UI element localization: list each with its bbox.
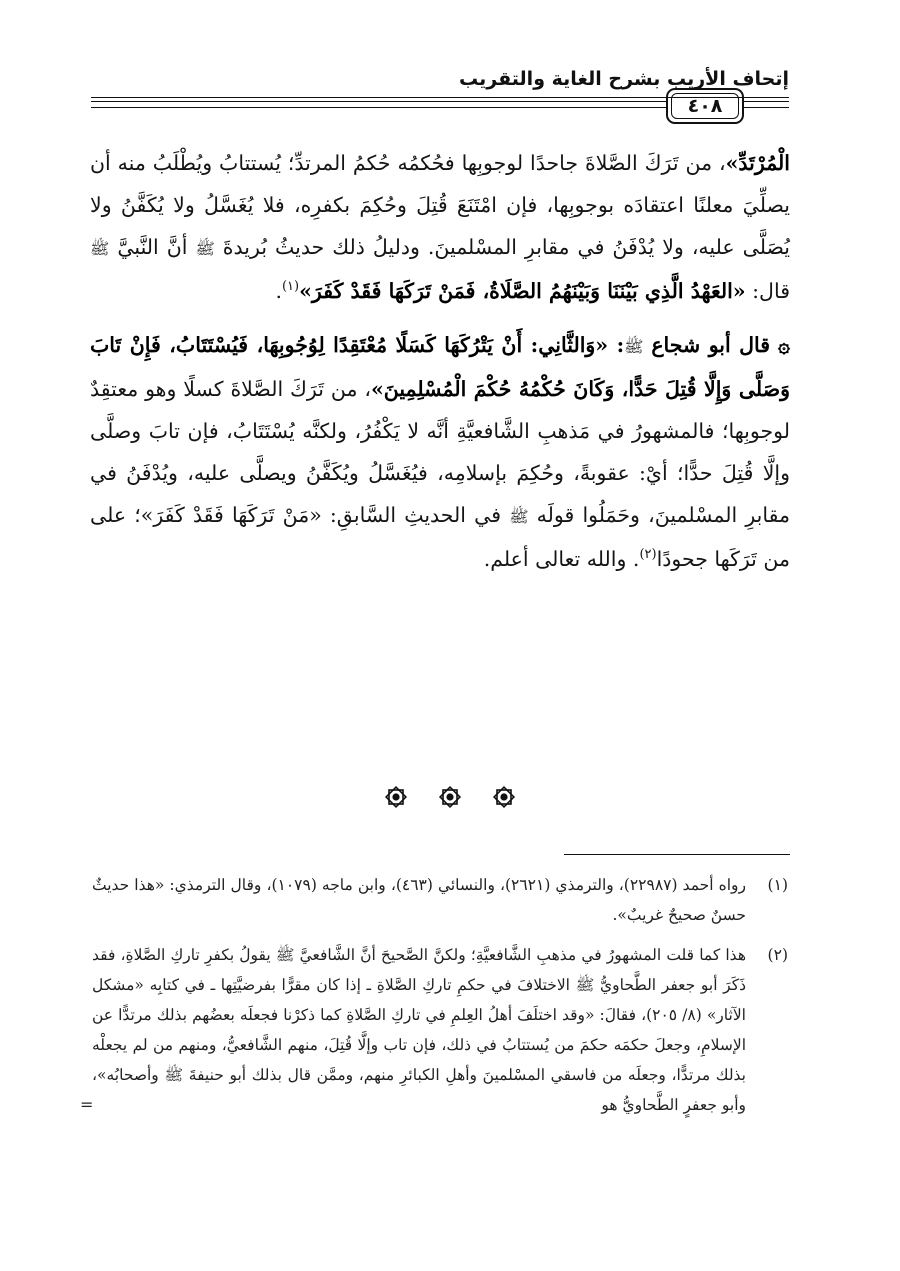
paragraph-text: . والله تعالى أعلم.: [483, 547, 640, 571]
footnote-2: [80, 940, 788, 1120]
footnote-number: (٢): [767, 946, 788, 964]
honorific-icon: ﷺ: [90, 239, 110, 258]
page-number: ٤٠٨: [671, 93, 739, 119]
paragraph-1: [90, 142, 790, 312]
paragraph-text: .: [275, 279, 282, 303]
header-rule: [744, 107, 789, 108]
paragraph-text: ، من تَرَكَ الصَّلاةَ جاحدًا لوجوبِها فحُكمُه حُكمُ المرتدِّ؛ يُستتابُ ويُطْلَبُ منه أن يصلِّيَ معلنًا اعتقادَه بوجوبِها، فإن امْتَنَعَ قُتِلَ وحُكِمَ بكفرِه، فلا يُغَسَّلُ ولا يُكَفَّنُ ولا يُصَلَّى عليه، ولا يُدْفَنُ في مقابرِ المسْلمينَ. ودليلُ ذلك حديثُ بُريدةَ: [90, 151, 790, 259]
ornament-icon: [383, 784, 409, 810]
ornament-row: [0, 784, 900, 810]
paragraph-2: [90, 324, 790, 580]
paragraph-text: قال:: [752, 279, 790, 303]
footnote-ref-1[interactable]: (١): [281, 279, 300, 295]
matn-quote: : «وَالثَّانِي: أَنْ يَتْرُكَهَا كَسَلًا مُعْتَقِدًا لِوُجُوبِهَا، فَيُسْتَتَابُ، فَإِنْ تَابَ وَصَلَّى وَإِلَّا قُتِلَ حَدًّا، وَكَانَ حُكْمُهُ حُكْمَ الْمُسْلِمِينَ»: [90, 333, 791, 401]
highlighted-term: الْمُرْتَدِّ»: [725, 151, 790, 175]
footnotes: [80, 870, 788, 1130]
honorific-icon: ﷺ: [509, 507, 529, 526]
continuation-mark: =: [80, 1095, 94, 1114]
matn-author: قال أبو شجاع: [651, 333, 771, 357]
footnote-text: هذا كما قلت المشهورُ في مذهبِ الشَّافعيَّةِ؛ ولكنَّ الصَّحيحَ أنَّ الشَّافعيَّ ﷺ يقولُ بكفرِ تاركِ الصَّلاةِ، فقد ذَكَرَ أبو جعفر الطَّحاويُّ ﷺ الاختلافَ في حكمِ تاركِ الصَّلاةِ ـ إذا كان مقرًّا بفرضيَّتِها ـ في كتابِه «مشكل الآثار» (٨/ ٢٠٥)، فقالَ: «وقد اختلَفَ أهلُ العِلمِ في تاركِ الصَّلاةِ كما ذكرْنا فجعلَه بعضُهم بذلك مرتدًّا عن الإسلامِ، وجعلَ حكمَه حكمَ من يُستتابُ في ذلك، فإن تاب وإلَّا قُتِلَ، منهم الشَّافعيُّ، ومنهم من لم يجعلْه بذلك مرتدًّا، وجعلَه من فاسقي المسْلمينَ وأهلِ الكبائرِ منهم، وممَّن قال بذلك أبو حنيفةَ ﷺ وأصحابُه»، وأبو جعفرٍ الطَّحاويُّ هو: [92, 946, 746, 1114]
header-rule: [91, 107, 666, 108]
honorific-icon: ﷺ: [624, 337, 644, 356]
footnote-separator: [564, 854, 790, 855]
paragraph-text: في الحديثِ السَّابقِ: «مَنْ تَرَكَهَا فَقَدْ كَفَرَ»؛ على من تَرَكَها جحودًا: [90, 503, 790, 571]
running-header-title: إتحاف الأريب بشرح الغاية والتقريب: [459, 68, 789, 90]
footnote-1: [92, 870, 788, 930]
section-marker-icon: ۞: [777, 333, 790, 357]
ornament-icon: [437, 784, 463, 810]
ornament-icon: [491, 784, 517, 810]
footnote-ref-2[interactable]: (٢): [639, 547, 657, 563]
main-text: [90, 142, 790, 580]
hadith-quote: «العَهْدُ الَّذِي بَيْنَنَا وَبَيْنَهُمُ الصَّلَاةُ، فَمَنْ تَرَكَهَا فَقَدْ كَفَرَ»: [299, 279, 746, 303]
footnote-number: (١): [767, 876, 788, 894]
header-rule: [744, 101, 789, 102]
page-number-frame: [666, 88, 744, 124]
footnote-text: رواه أحمد (٢٢٩٨٧)، والترمذي (٢٦٢١)، والنسائي (٤٦٣)، وابن ماجه (١٠٧٩)، وقال الترمذي: «هذا حديثٌ حسنٌ صحيحٌ غريبٌ».: [92, 876, 746, 924]
paragraph-text: أنَّ النَّبيَّ: [117, 235, 188, 259]
header-rule: [91, 101, 666, 102]
paragraph-text: ، من تَرَكَ الصَّلاةَ كسلًا وهو معتقِدٌ لوجوبِها؛ فالمشهورُ في مَذهبِ الشَّافعيَّةِ أنَّه لا يَكْفُرُ، ولكنَّه يُسْتَتَابُ، فإن تابَ وصلَّى وإلَّا قُتِلَ حدًّا؛ أيْ: عقوبةً، وحُكِمَ بإسلامِه، فيُغَسَّلُ ويُكَفَّنُ ويصلَّى عليه، ويُدْفَنُ في مقابرِ المسْلمينَ، وحَمَلُوا قولَه: [90, 377, 790, 527]
honorific-icon: ﷺ: [195, 239, 215, 258]
